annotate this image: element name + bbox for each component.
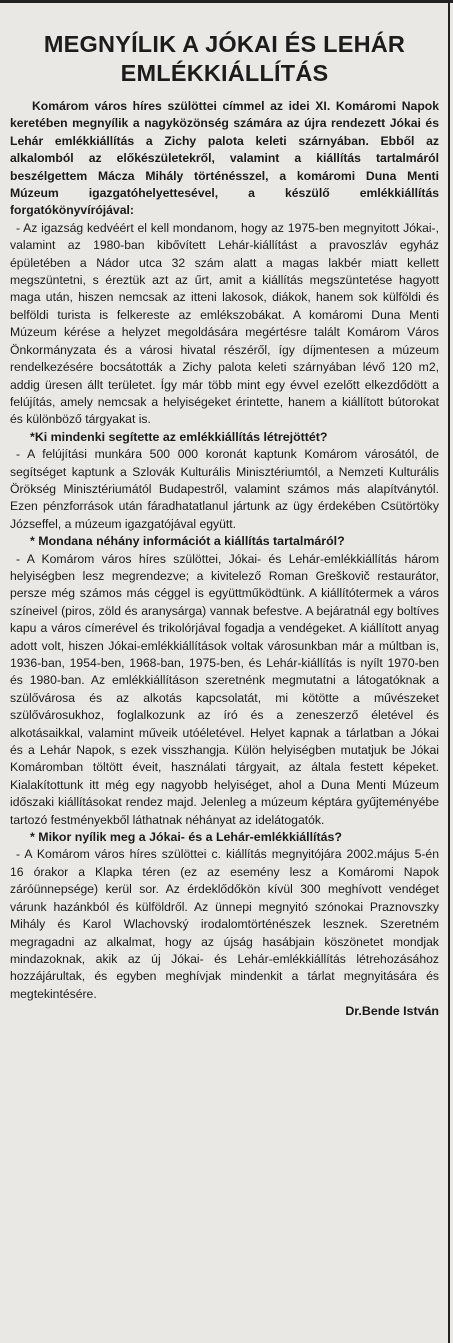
answer-paragraph-4: - A Komárom város híres szülöttei c. kiállítás megnyitójára 2002.május 5-én 16 órakor a Klapka téren (ez az esemény lesz a Komáromi Napok záróünnepsége) kerül sor. Az érdeklődőkön kívül 300 meghívott vendéget várunk hazánkból és külföldről. Az ünnepi megnyitó szónokai Praznovszky Mihály és Karol Wlachovský irodalomtörténészek lesznek. Szeretném megragadni az alkalmat, hogy az újság hasábjain köszönetet mondjak mindazoknak, akik az új Jókai- és Lehár-emlékkiállítás létrehozásához hozzájárultak, és egyben meghívjak mindenkit a tárlat megnyitására és megtekintésére. (10, 847, 439, 1001)
page-border-rule (448, 0, 450, 1343)
question-3: * Mondana néhány információt a kiállítás tartalmáról? (30, 534, 345, 549)
article-title (10, 30, 439, 88)
answer-paragraph-1: - Az igazság kedvéért el kell mondanom, hogy az 1975-ben megnyitott Jókai-, valamint az 1980-ban kibővített Lehár-kiállítást a pravoszláv egyház épületében a Nádor utca 32 szám alatt a magas lakbér miatt kellett megszüntetni, s éreztük azt az űrt, amit a kiállítás megszüntetése hagyott maga után, hiszen nemcsak az itteni lakosok, diákok, hanem sok külföldi és belföldi turista is felkereste az emlékszobákat. A komáromi Duna Menti Múzeum kérése a helyzet megoldására megértésre talált Komárom Város Önkormányzata és a városi hivatal részéről, így díjmentesen a múzeum rendelkezésére bocsátották a Zichy palota keleti szárnyában lévő 120 m2, addig üresen állt területet. Így már több mint egy évvel ezelőtt elkezdődött a felújítás, amely nemcsak a helyiségeket érintette, hanem a kiállított bútorokat és különböző tárgyakat is. (10, 220, 439, 427)
top-rule (0, 0, 453, 3)
lead-paragraph: Komárom város híres szülöttei címmel az idei XI. Komáromi Napok keretében megnyílik a nagyközönség számára az újra rendezett Jókai és Lehár emlékkiállítás a Zichy palota keleti szárnyában. Ebből az alkalomból az előkészületekről, valamint a kiállítás tartalmáról beszélgettem Mácza Mihály történésszel, a komáromi Duna Menti Múzeum igazgatóhelyettesével, a készülő emlékkiállítás forgatókönyvírójával: (10, 99, 439, 218)
answer-paragraph-2: - A felújítási munkára 500 000 koronát kaptunk Komárom városától, de segítséget kaptunk a Szlovák Kulturális Minisztériumtól, a Nemzeti Kulturális Örökség Minisztériumától Budapestről, valamint számos más alapítványtól. Ezen pénzforrások után fáradhatatlanul jártunk az ügy érdekében Csütörtöky Józseffel, a múzeum igazgatójával együtt. (10, 447, 439, 531)
author-signature: Dr.Bende István (345, 1004, 439, 1019)
answer-paragraph-3: - A Komárom város híres szülöttei, Jókai- és Lehár-emlékkiállítás három helyiségben lesz megrendezve; a kivitelező Roman Greškovič restaurátor, persze még számos más céggel is együttműködtünk. A kiállítótermek a város színeivel (piros, zöld és aranysárga) vannak befestve. A bejáratnál egy boltíves kapu a város címerével és trikolórjával fogadja a vendégeket. A kiállított anyag adott volt, hiszen Jókai-emlékkiállítások voltak városunkban már a múltban is, 1936-ban, 1954-ben, 1968-ban, 1975-ben, és Lehár-kiállítás is nyílt 1970-ben és 1980-ban. Az emlékkiállításon szeretnénk megmutatni a látogatóknak a szülővárosa és az alkotás kapcsolatát, mi kötötte a művészeket szülővárosukhoz, foglalkozunk az író és a zeneszerző életével és alkotásaikkal, valamint műveik utóéletével. Helyet kapnak a tárlatban a Jókai és a Lehár Napok, s ezek visszhangja. Külön helyiségben mutatjuk be Jókai Komáromban töltött éveit, használati tárgyait, az általa festett képeket. Kialakítottunk itt még egy nagyobb helyiséget, ahol a Duna Menti Múzeum időszaki kiállításokat rendez majd. Jelenleg a múzeum képtára gyűjteményébe tartozó festményekből láthatnak néhányat az idelátogatók. (10, 551, 439, 827)
title-line-2: EMLÉKKIÁLLÍTÁS (120, 60, 329, 86)
question-4: * Mikor nyílik meg a Jókai- és a Lehár-emlékkiállítás? (30, 830, 342, 845)
question-2: *Ki mindenki segítette az emlékkiállítás létrejöttét? (30, 429, 328, 444)
title-line-1: MEGNYÍLIK A JÓKAI ÉS LEHÁR (43, 31, 406, 57)
article (10, 30, 439, 1021)
